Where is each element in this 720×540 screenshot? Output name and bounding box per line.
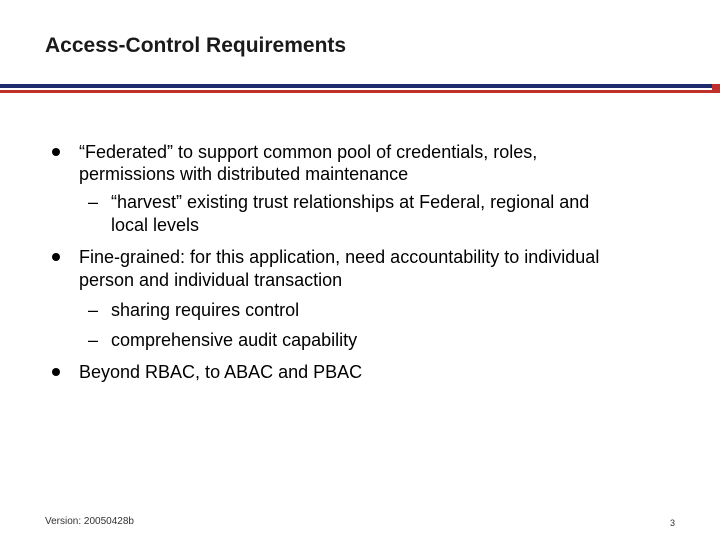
bullet-text-line: Fine-grained: for this application, need accountability to individual — [79, 247, 600, 267]
title-rule-navy — [0, 84, 720, 88]
sub-bullet-dash: – — [88, 330, 99, 350]
page-title: Access-Control Requirements — [45, 34, 347, 57]
bullet-marker — [52, 368, 60, 376]
title-rule-cap — [712, 84, 720, 93]
title-rule-red — [0, 90, 720, 93]
bullet-text-line: “Federated” to support common pool of credentials, roles, — [79, 142, 538, 162]
bullet-marker — [52, 253, 60, 261]
sub-bullet-dash: – — [88, 192, 99, 212]
footer-page-number: 3 — [670, 518, 676, 528]
bullet-text-line: person and individual transaction — [79, 270, 343, 290]
bullet-marker — [52, 148, 60, 156]
bullet-text-line: permissions with distributed maintenance — [79, 164, 409, 184]
sub-bullet-text-line: local levels — [111, 215, 200, 235]
footer-version: Version: 20050428b — [45, 516, 134, 527]
sub-bullet-text-line: sharing requires control — [111, 300, 300, 320]
sub-bullet-text-line: comprehensive audit capability — [111, 330, 358, 350]
sub-bullet-text-line: “harvest” existing trust relationships at Federal, regional and — [111, 192, 590, 212]
sub-bullet-dash: – — [88, 300, 99, 320]
bullet-text-line: Beyond RBAC, to ABAC and PBAC — [79, 362, 363, 382]
